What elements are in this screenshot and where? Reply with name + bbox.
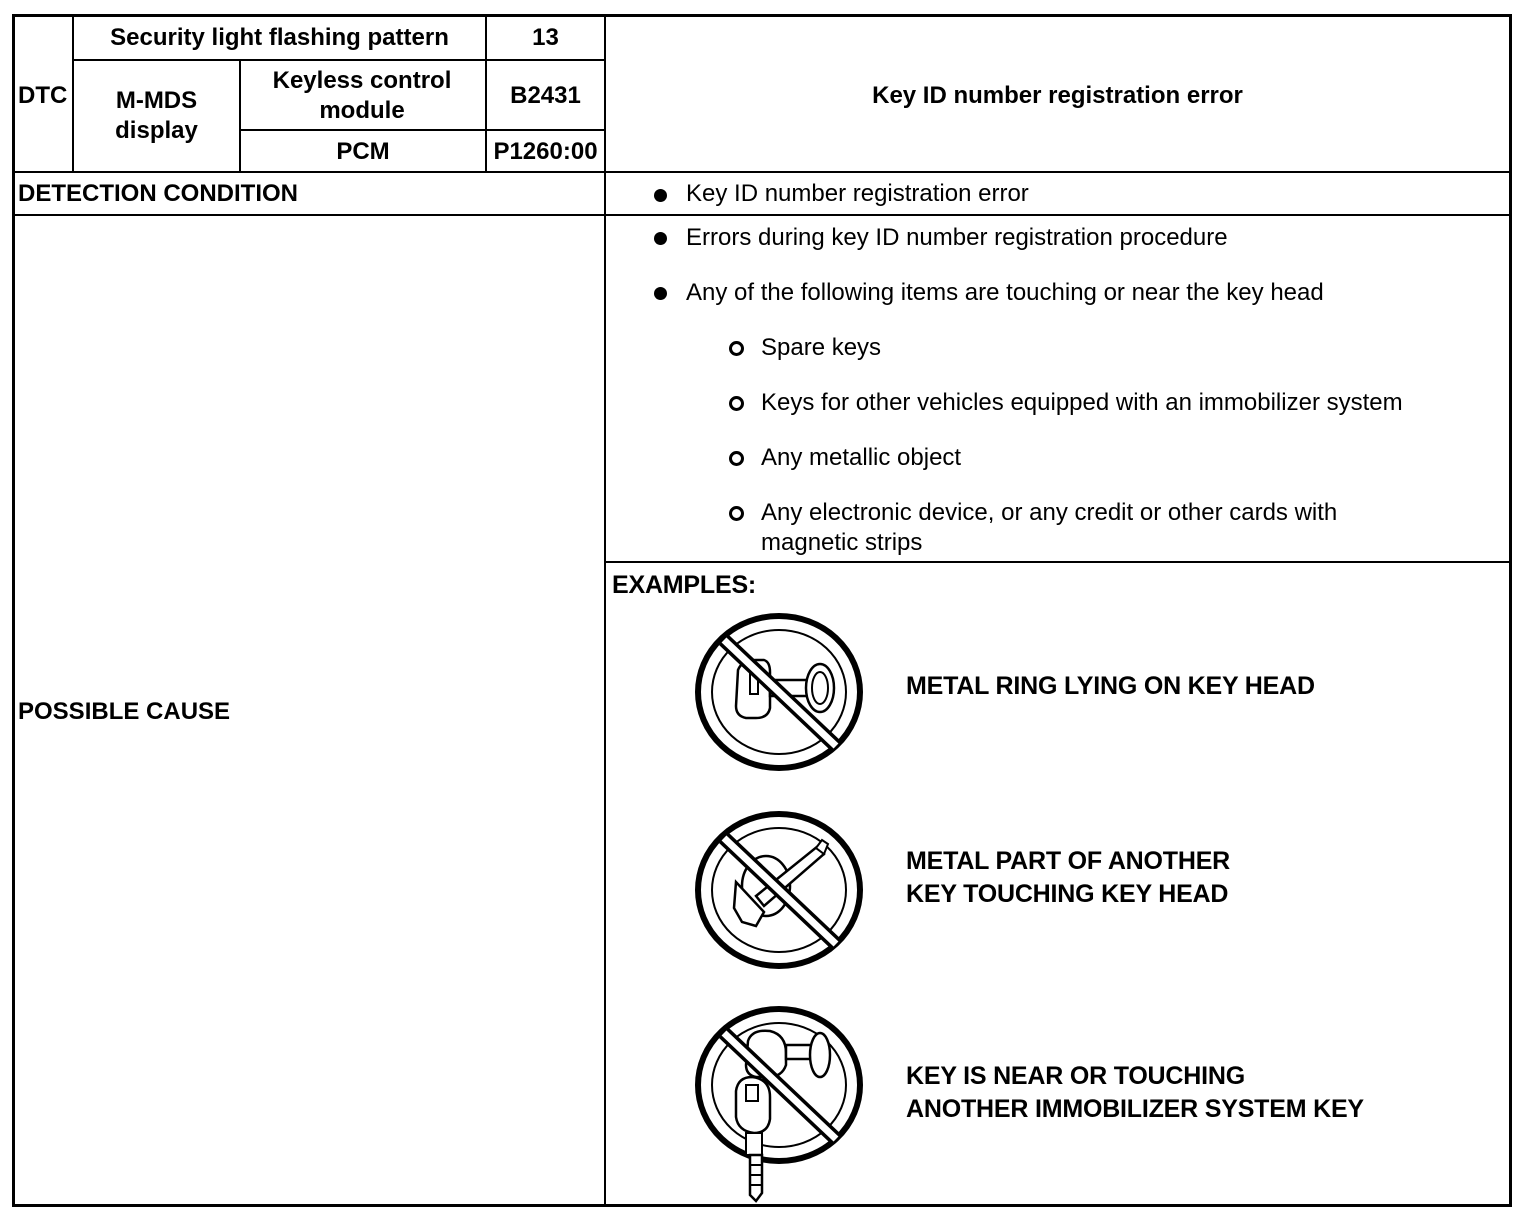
- no-metal-part-icon: [690, 810, 870, 975]
- keyless-code: B2431: [510, 82, 581, 109]
- detection-condition-label: DETECTION CONDITION: [18, 180, 298, 207]
- keyless-module-label: Keyless control module: [272, 67, 452, 124]
- mmds-display-label: M-MDS display: [115, 87, 198, 144]
- example-caption: KEY TOUCHING KEY HEAD: [906, 880, 1229, 908]
- flash-pattern-label: Security light flashing pattern: [110, 24, 449, 51]
- example-caption: METAL PART OF ANOTHER: [906, 847, 1231, 875]
- possible-cause-label: POSSIBLE CAUSE: [18, 698, 231, 725]
- example-caption: ANOTHER IMMOBILIZER SYSTEM KEY: [906, 1095, 1364, 1123]
- cause-subitem: Any electronic device, or any credit or other cards with: [761, 499, 1338, 526]
- cause-subitem: Spare keys: [761, 334, 882, 361]
- example-caption: KEY IS NEAR OR TOUCHING: [906, 1062, 1245, 1090]
- example-caption: METAL RING LYING ON KEY HEAD: [906, 672, 1315, 700]
- cause-item: Errors during key ID number registration procedure: [686, 224, 1228, 251]
- sub-bullet-icon: [729, 341, 744, 356]
- no-metal-ring-icon: [690, 612, 870, 777]
- flash-pattern-value: 13: [532, 24, 559, 51]
- sub-bullet-icon: [729, 396, 744, 411]
- cause-subitem: Keys for other vehicles equipped with an immobilizer system: [761, 389, 1403, 416]
- bullet-icon: [654, 287, 667, 300]
- sub-bullet-icon: [729, 451, 744, 466]
- pcm-code: P1260:00: [493, 138, 598, 165]
- sub-bullet-icon: [729, 506, 744, 521]
- pcm-label: PCM: [336, 138, 390, 165]
- dtc-title: Key ID number registration error: [872, 82, 1243, 109]
- cause-subitem-continued: magnetic strips: [761, 529, 923, 556]
- dtc-label: DTC: [18, 82, 68, 109]
- cause-item: Any of the following items are touching or near the key head: [686, 279, 1324, 306]
- examples-label: EXAMPLES:: [612, 571, 757, 599]
- bullet-icon: [654, 189, 667, 202]
- no-other-key-icon: [690, 1005, 870, 1203]
- detection-item: Key ID number registration error: [686, 180, 1029, 207]
- cause-subitem: Any metallic object: [761, 444, 962, 471]
- bullet-icon: [654, 232, 667, 245]
